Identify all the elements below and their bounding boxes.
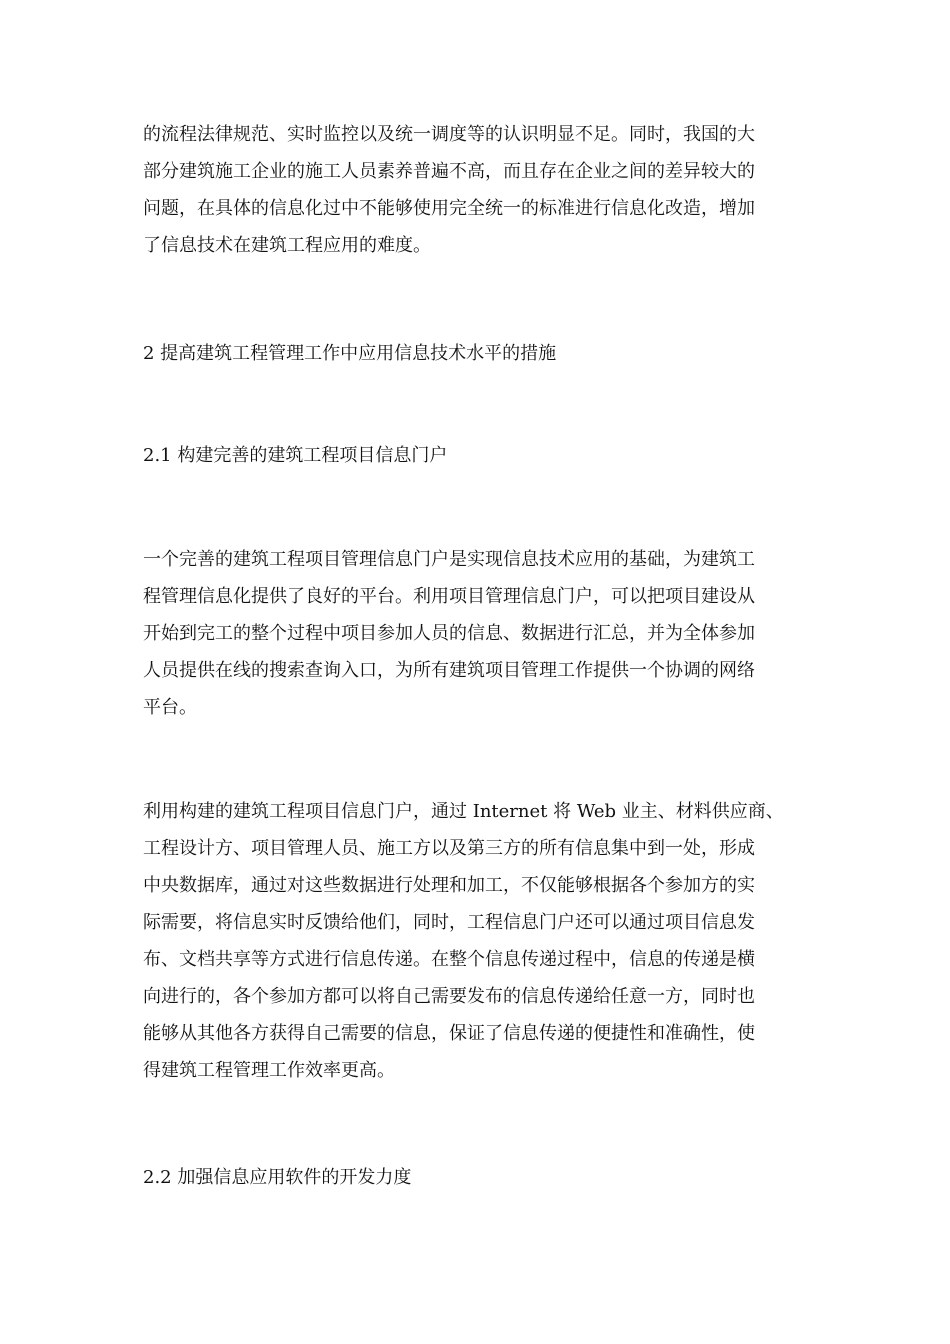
paragraph-line: 开始到完工的整个过程中项目参加人员的信息、数据进行汇总，并为全体参加 — [143, 623, 755, 644]
paragraph-line: 了信息技术在建筑工程应用的难度。 — [143, 235, 431, 256]
paragraph-line: 的流程法律规范、实时监控以及统一调度等的认识明显不足。同时，我国的大 — [143, 124, 755, 145]
section-heading-2-2: 2.2 加强信息应用软件的开发力度 — [143, 1167, 412, 1188]
paragraph-line: 中央数据库，通过对这些数据进行处理和加工，不仅能够根据各个参加方的实 — [143, 875, 755, 896]
paragraph-line: 向进行的，各个参加方都可以将自己需要发布的信息传递给任意一方，同时也 — [143, 986, 755, 1007]
paragraph-line: 一个完善的建筑工程项目管理信息门户是实现信息技术应用的基础，为建筑工 — [143, 549, 755, 570]
section-heading-2-1: 2.1 构建完善的建筑工程项目信息门户 — [143, 445, 448, 466]
paragraph-line: 布、文档共享等方式进行信息传递。在整个信息传递过程中，信息的传递是横 — [143, 949, 755, 970]
paragraph-line: 利用构建的建筑工程项目信息门户，通过 Internet 将 Web 业主、材料供应商、 — [143, 801, 784, 822]
paragraph-2-1-a — [143, 541, 815, 726]
paragraph-2-1-b — [143, 793, 815, 1089]
paragraph-line: 人员提供在线的搜索查询入口，为所有建筑项目管理工作提供一个协调的网络 — [143, 660, 755, 681]
paragraph-line: 际需要，将信息实时反馈给他们，同时，工程信息门户还可以通过项目信息发 — [143, 912, 755, 933]
paragraph-line: 能够从其他各方获得自己需要的信息，保证了信息传递的便捷性和准确性，使 — [143, 1023, 755, 1044]
paragraph-line: 问题，在具体的信息化过中不能够使用完全统一的标准进行信息化改造，增加 — [143, 198, 755, 219]
paragraph-line: 部分建筑施工企业的施工人员素养普遍不高，而且存在企业之间的差异较大的 — [143, 161, 755, 182]
paragraph-line: 平台。 — [143, 697, 197, 718]
paragraph-line: 程管理信息化提供了良好的平台。利用项目管理信息门户，可以把项目建设从 — [143, 586, 755, 607]
section-heading-2: 2 提高建筑工程管理工作中应用信息技术水平的措施 — [143, 343, 557, 364]
paragraph-line: 工程设计方、项目管理人员、施工方以及第三方的所有信息集中到一处，形成 — [143, 838, 755, 859]
paragraph-intro — [143, 116, 815, 264]
paragraph-line: 得建筑工程管理工作效率更高。 — [143, 1060, 395, 1081]
